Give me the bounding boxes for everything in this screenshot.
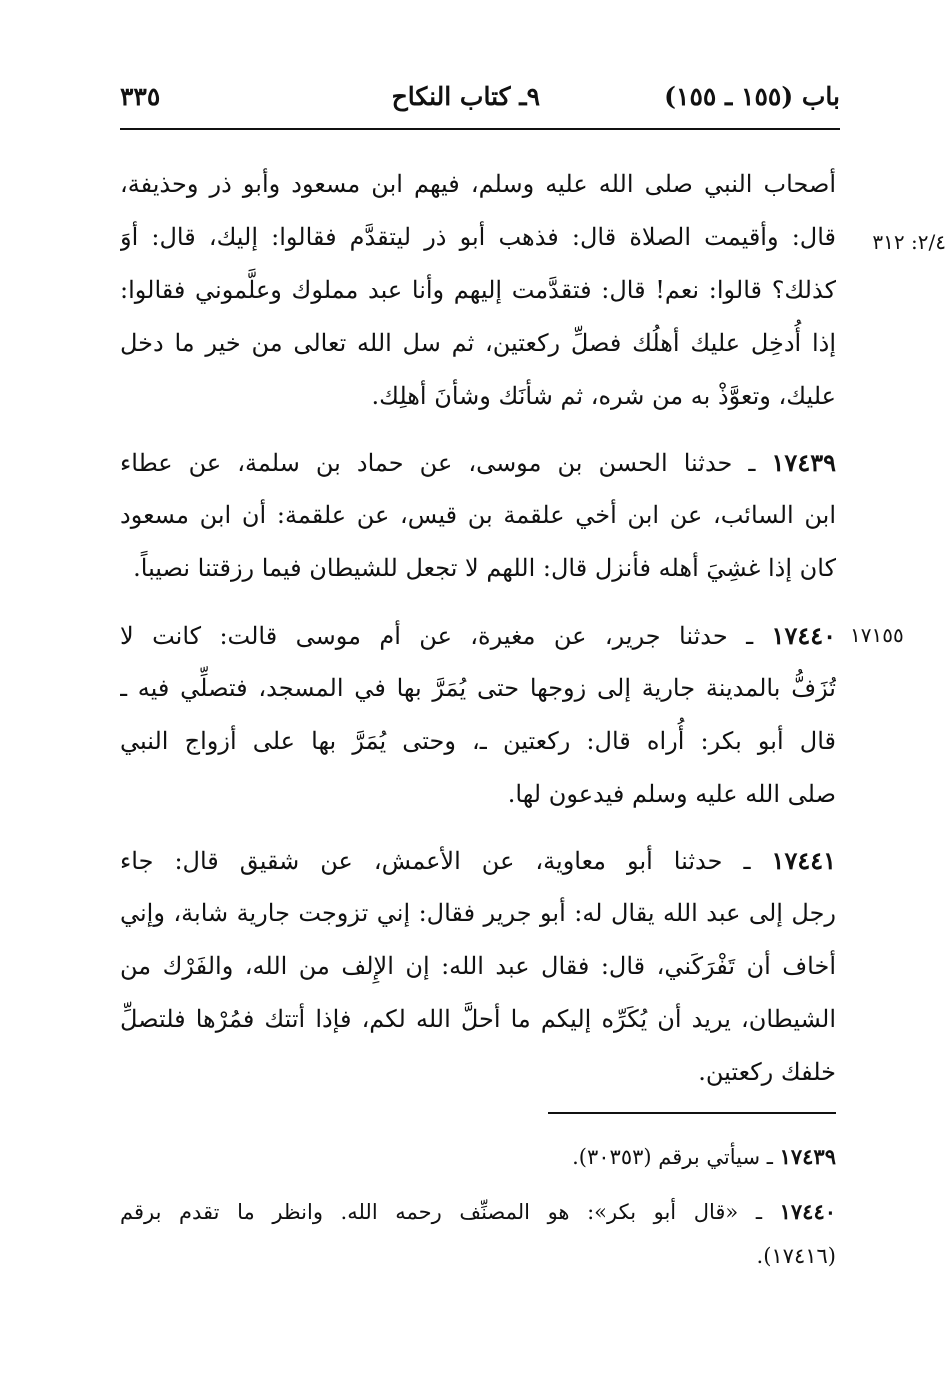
text-line [120,834,836,887]
footnote-17440 [120,1190,836,1278]
running-header [120,82,840,122]
text-line: كذلك؟ قالوا: نعم! قال: فتقدَّمت إليهم وأنا عبد مملوك وعلَّموني فقالوا: [120,276,836,304]
footnote-number: ١٧٤٣٩ [779,1144,836,1169]
book-title: ٩ـ كتاب النكاح [391,82,540,111]
header-rule [120,128,840,130]
hadith-continuation [120,158,836,423]
text-line: تُزَفُّ بالمدينة جارية إلى زوجها حتى يُمَرَّ بها في المسجد، فتصلِّي فيه ـ [120,674,836,702]
text-line: رجل إلى عبد الله يقال له: أبو جرير فقال: إني تزوجت جارية شابة، وإني [120,899,836,927]
text-line: قال أبو بكر: أُراه قال: ركعتين ـ، وحتى يُمَرَّ بها على أزواج النبي [120,727,836,755]
text-line: إذا أُدخِل عليك أهلُك فصلِّ ركعتين، ثم سل الله تعالى من خير ما دخل [120,329,836,357]
text-line: الشيطان، يريد أن يُكَرِّه إليكم ما أحلَّ الله لكم، فإذا أتتك فمُرْها فلتصلِّ [120,1005,836,1033]
text-line: خلفك ركعتين. [698,1058,836,1086]
text-line: أخاف أن تَفْرَكَني، قال: فقال عبد الله: إن الإِلف من الله، والفَرْك من [120,952,836,980]
text-line: صلى الله عليه وسلم فيدعون لها. [507,780,836,808]
footnote-text: ـ «قال أبو بكر»: هو المصنِّف رحمه الله. وانظر ما تقدم برقم [120,1200,763,1224]
footnote-text: ـ سيأتي برقم (٣٠٣٥٣). [572,1145,773,1169]
text-line: ابن السائب، عن ابن أخي علقمة بن قيس، عن علقمة: أن ابن مسعود [120,501,836,529]
footnote-line [120,1190,836,1234]
hadith-17440 [120,609,836,821]
hadith-number: ١٧٤٤١ [771,846,836,875]
hadith-17441 [120,834,836,1099]
footnote-line: (١٧٤١٦). [756,1244,836,1268]
footnote-number: ١٧٤٤٠ [779,1199,836,1224]
page-number: ٣٣٥ [120,82,161,111]
text-line: قال: وأقيمت الصلاة قال: فذهب أبو ذر ليتقدَّم فقالوا: إليك، قال: أوَ [120,223,836,251]
text-line: كان إذا غشِيَ أهله فأنزل قال: اللهم لا تجعل للشيطان فيما رزقتنا نصيباً. [133,554,836,582]
text-line [120,609,836,662]
text-line: أصحاب النبي صلى الله عليه وسلم، فيهم ابن مسعود وأبو ذر وحذيفة، [120,170,836,198]
text-line [120,436,836,489]
footnote-17439 [120,1135,836,1179]
hadith-number: ١٧٤٤٠ [771,621,836,650]
hadith-text: ـ حدثنا أبو معاوية، عن الأعمش، عن شقيق قال: جاء [120,847,751,875]
hadith-number: ١٧٤٣٩ [771,448,836,477]
footnote-rule [548,1112,836,1114]
text-line: عليك، وتعوَّذْ به من شره، ثم شأنَك وشأنَ أهلِك. [371,382,836,410]
hadith-17439 [120,436,836,595]
hadith-text: ـ حدثنا جرير، عن مغيرة، عن أم موسى قالت: كانت لا [120,622,754,650]
chapter-range: باب (١٥٥ ـ ١٥٥) [664,82,840,111]
footnote-line [120,1135,836,1179]
hadith-text: ـ حدثنا الحسن بن موسى، عن حماد بن سلمة، عن عطاء [120,449,756,477]
margin-reference: ٢/٤: ٣١٢ [872,230,946,254]
margin-reference: ١٧١٥٥ [850,623,904,647]
